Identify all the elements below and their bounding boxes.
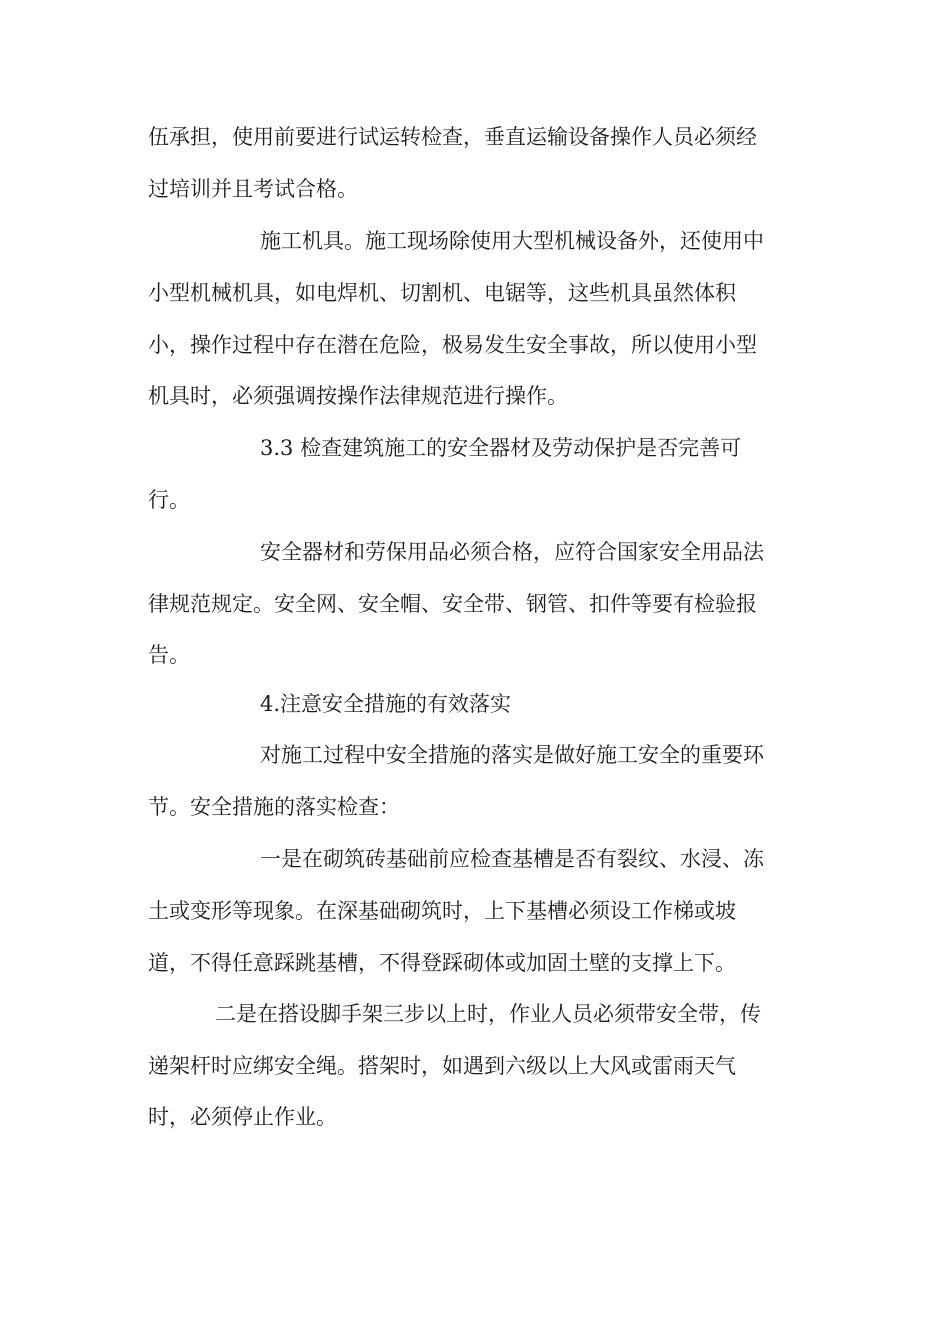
text-line: 土或变形等现象。在深基础砌筑时，上下基槽必须设工作梯或坡: [148, 899, 736, 923]
text-line: 二是在搭设脚手架三步以上时，作业人员必须带安全带，传: [215, 1002, 761, 1026]
text-line: 对施工过程中安全措施的落实是做好施工安全的重要环: [260, 743, 764, 767]
text-line: 机具时，必须强调按操作法律规范进行操作。: [148, 384, 568, 408]
text-line: 节。安全措施的落实检查：: [148, 795, 400, 819]
text-line: 施工机具。施工现场除使用大型机械设备外，还使用中: [260, 229, 764, 253]
text-line: 过培训并且考试合格。: [148, 177, 358, 201]
text-line: 递架杆时应绑安全绳。搭架时，如遇到六级以上大风或雷雨天气: [148, 1054, 736, 1078]
text-line: 道，不得任意踩跳基槽，不得登踩砌体或加固土壁的支撑上下。: [148, 951, 736, 975]
section-heading: 行。: [148, 488, 190, 512]
section-heading: 4.注意安全措施的有效落实: [260, 692, 512, 716]
text-line: 安全器材和劳保用品必须合格，应符合国家安全用品法: [260, 540, 764, 564]
text-line: 一是在砌筑砖基础前应检查基槽是否有裂纹、水浸、冻: [260, 847, 764, 871]
text-line: 伍承担，使用前要进行试运转检查，垂直运输设备操作人员必须经: [148, 125, 757, 149]
text-line: 小型机械机具，如电焊机、切割机、电锯等，这些机具虽然体积: [148, 281, 736, 305]
text-line: 小，操作过程中存在潜在危险，极易发生安全事故，所以使用小型: [148, 333, 757, 357]
text-line: 时，必须停止作业。: [148, 1105, 337, 1129]
section-heading: 3.3 检查建筑施工的安全器材及劳动保护是否完善可: [260, 436, 742, 460]
text-line: 律规范规定。安全网、安全帽、安全带、钢管、扣件等要有检验报: [148, 592, 757, 616]
text-line: 告。: [148, 643, 190, 667]
